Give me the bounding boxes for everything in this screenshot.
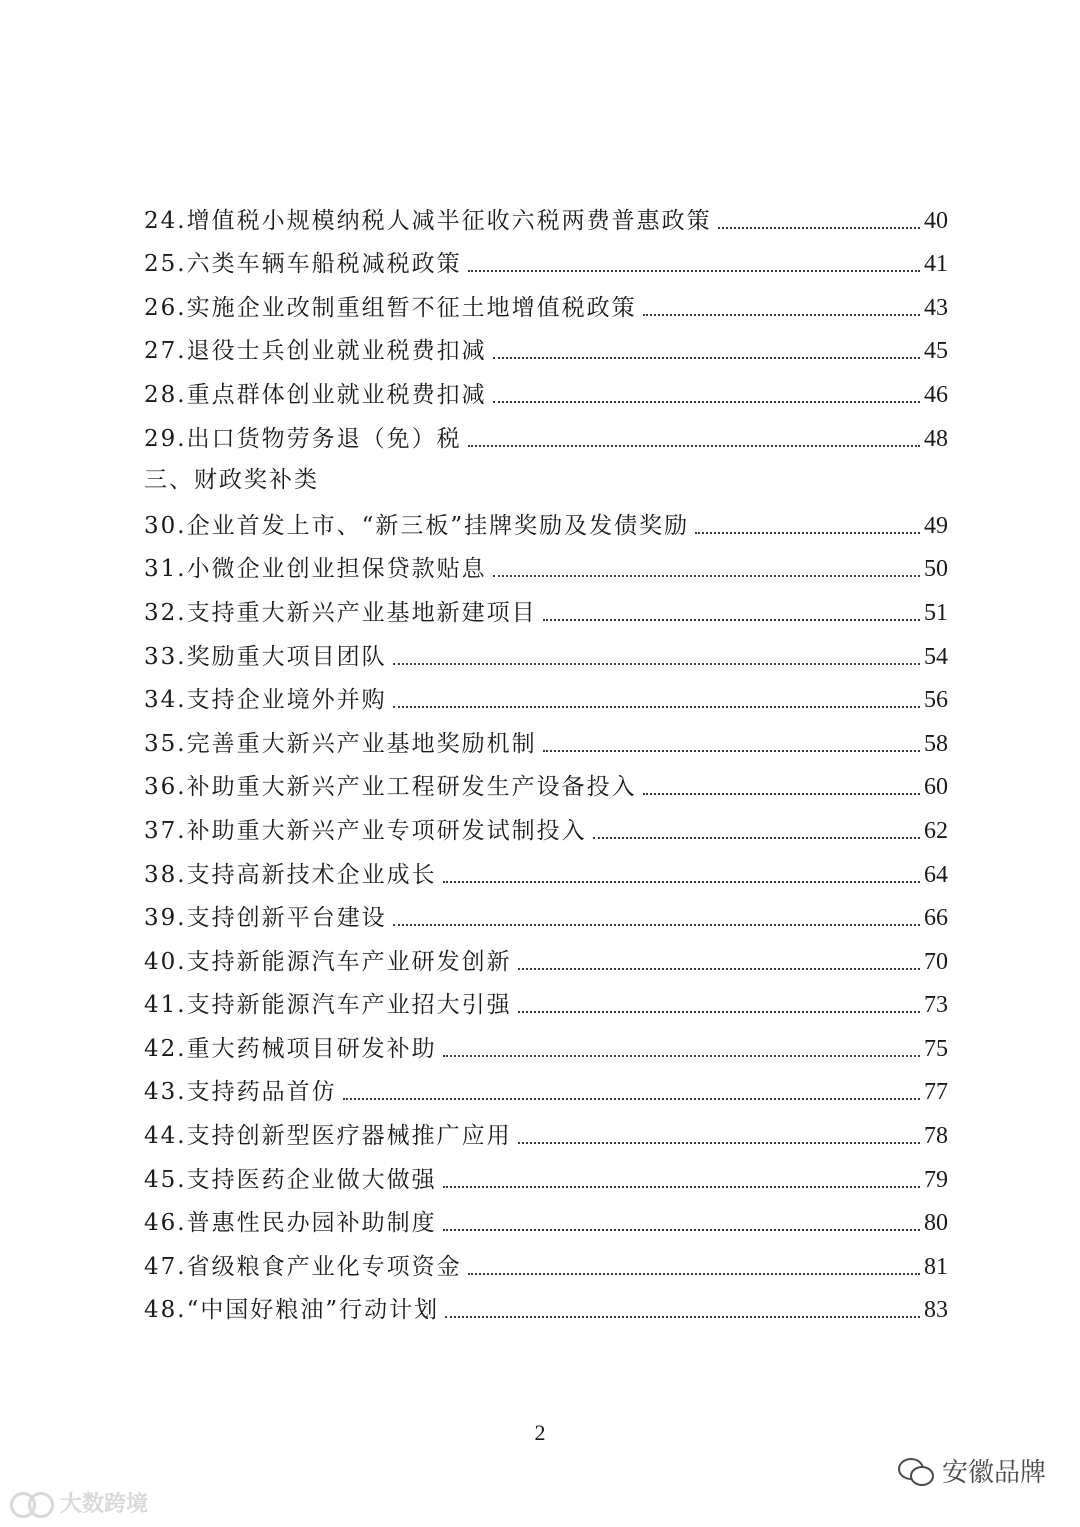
dot-leader	[643, 792, 920, 795]
toc-entry-page: 83	[924, 1297, 948, 1324]
wechat-icon	[898, 1456, 934, 1486]
dot-leader	[468, 444, 920, 447]
dot-leader	[718, 226, 920, 229]
toc-entry-page: 60	[924, 774, 948, 801]
dot-leader	[443, 1054, 920, 1057]
toc-entry[interactable]	[144, 1025, 948, 1069]
toc-entry-title: 45.支持医药企业做大做强	[144, 1166, 437, 1193]
dot-leader	[518, 1141, 920, 1144]
dot-leader	[443, 1185, 920, 1188]
page-number: 2	[534, 1420, 546, 1445]
toc-entry[interactable]	[144, 415, 948, 459]
toc-entry-title: 37.补助重大新兴产业专项研发试制投入	[144, 817, 587, 844]
toc-entry[interactable]	[144, 371, 948, 415]
toc-entry[interactable]	[144, 1243, 948, 1287]
dot-leader	[543, 618, 920, 621]
toc-entry[interactable]	[144, 1156, 948, 1200]
toc-entry-page: 41	[924, 251, 948, 278]
toc-entry-title: 47.省级粮食产业化专项资金	[144, 1253, 462, 1280]
dot-leader	[493, 356, 920, 359]
toc-entry[interactable]	[144, 1200, 948, 1244]
toc-entry-title: 46.普惠性民办园补助制度	[144, 1210, 437, 1237]
toc-entry-title: 33.奖励重大项目团队	[144, 643, 387, 670]
toc-entry-title: 31.小微企业创业担保贷款贴息	[144, 556, 487, 583]
toc-entry-title: 27.退役士兵创业就业税费扣减	[144, 338, 487, 365]
toc-entry-page: 45	[924, 338, 948, 365]
dot-leader	[468, 269, 920, 272]
dot-leader	[518, 967, 920, 970]
toc-entry-title: 28.重点群体创业就业税费扣减	[144, 381, 487, 408]
toc-entry[interactable]	[144, 502, 948, 546]
toc-entry-page: 46	[924, 381, 948, 408]
toc-entry[interactable]	[144, 241, 948, 285]
toc-entry-title: 34.支持企业境外并购	[144, 687, 387, 714]
toc-entry-title: 38.支持高新技术企业成长	[144, 861, 437, 888]
toc-entry-title: 29.出口货物劳务退（免）税	[144, 425, 462, 452]
toc-entry[interactable]	[144, 1069, 948, 1113]
toc-entry-page: 64	[924, 861, 948, 888]
toc-entry[interactable]	[144, 851, 948, 895]
toc-entry-page: 40	[924, 207, 948, 234]
dot-leader	[493, 574, 920, 577]
dot-leader	[443, 1228, 920, 1231]
toc-entry[interactable]	[144, 938, 948, 982]
dot-leader	[695, 531, 920, 534]
toc-entry[interactable]	[144, 546, 948, 590]
toc-entry[interactable]	[144, 1112, 948, 1156]
toc-entry[interactable]	[144, 982, 948, 1026]
table-of-contents	[144, 197, 948, 1330]
dot-leader	[643, 313, 920, 316]
dot-leader	[393, 705, 920, 708]
toc-entry[interactable]	[144, 677, 948, 721]
toc-entry-title: 35.完善重大新兴产业基地奖励机制	[144, 730, 537, 757]
toc-entry-title: 25.六类车辆车船税减税政策	[144, 251, 462, 278]
toc-entry[interactable]	[144, 328, 948, 372]
toc-entry-page: 48	[924, 425, 948, 452]
toc-entry-title: 39.支持创新平台建设	[144, 905, 387, 932]
toc-entry-page: 54	[924, 643, 948, 670]
toc-entry-title: 26.实施企业改制重组暂不征土地增值税政策	[144, 294, 637, 321]
toc-entry[interactable]	[144, 807, 948, 851]
toc-entry-page: 81	[924, 1253, 948, 1280]
section-heading: 三、财政奖补类	[144, 467, 319, 494]
dot-leader	[518, 1010, 920, 1013]
toc-entry-page: 43	[924, 294, 948, 321]
dot-leader	[393, 923, 920, 926]
watermark-left-text: 大数跨境	[60, 1492, 149, 1517]
toc-entry-page: 66	[924, 905, 948, 932]
dot-leader	[445, 1315, 920, 1318]
toc-entry-title: 24.增值税小规模纳税人减半征收六税两费普惠政策	[144, 207, 712, 234]
toc-entry-page: 62	[924, 817, 948, 844]
toc-entry-page: 73	[924, 992, 948, 1019]
toc-entry-page: 78	[924, 1123, 948, 1150]
toc-entry-title: 44.支持创新型医疗器械推广应用	[144, 1123, 512, 1150]
toc-entry-title: 32.支持重大新兴产业基地新建项目	[144, 599, 537, 626]
watermark-right	[898, 1452, 1046, 1489]
toc-entry[interactable]	[144, 895, 948, 939]
toc-entry[interactable]	[144, 720, 948, 764]
toc-entry-page: 79	[924, 1166, 948, 1193]
toc-entry-title: 40.支持新能源汽车产业研发创新	[144, 948, 512, 975]
toc-entry-page: 58	[924, 730, 948, 757]
dot-leader	[493, 400, 920, 403]
toc-entry-title: 30.企业首发上市、“新三板”挂牌奖励及发债奖励	[144, 512, 690, 539]
toc-entry-page: 75	[924, 1035, 948, 1062]
toc-entry-page: 56	[924, 687, 948, 714]
toc-entry-title: 42.重大药械项目研发补助	[144, 1035, 437, 1062]
double-circle-logo-icon	[8, 1488, 54, 1518]
dot-leader	[443, 880, 920, 883]
dot-leader	[468, 1272, 920, 1275]
dot-leader	[343, 1097, 920, 1100]
toc-entry-title: 43.支持药品首仿	[144, 1079, 337, 1106]
toc-entry-title: 48.“中国好粮油”行动计划	[144, 1297, 440, 1324]
toc-entry[interactable]	[144, 589, 948, 633]
watermark-right-text: 安徽品牌	[941, 1458, 1046, 1488]
toc-entry[interactable]	[144, 197, 948, 241]
dot-leader	[393, 662, 920, 665]
toc-entry[interactable]	[144, 764, 948, 808]
toc-entry-title: 41.支持新能源汽车产业招大引强	[144, 992, 512, 1019]
dot-leader	[593, 836, 920, 839]
toc-entry-page: 77	[924, 1079, 948, 1106]
toc-entry-page: 51	[924, 599, 948, 626]
toc-entry-title: 36.补助重大新兴产业工程研发生产设备投入	[144, 774, 637, 801]
watermark-left	[8, 1487, 148, 1518]
toc-entry[interactable]	[144, 1287, 948, 1331]
toc-entry-page: 70	[924, 948, 948, 975]
toc-entry-page: 50	[924, 556, 948, 583]
toc-entry[interactable]	[144, 633, 948, 677]
dot-leader	[543, 749, 920, 752]
toc-entry-page: 49	[924, 512, 948, 539]
toc-entry[interactable]	[144, 284, 948, 328]
toc-entry-page: 80	[924, 1210, 948, 1237]
